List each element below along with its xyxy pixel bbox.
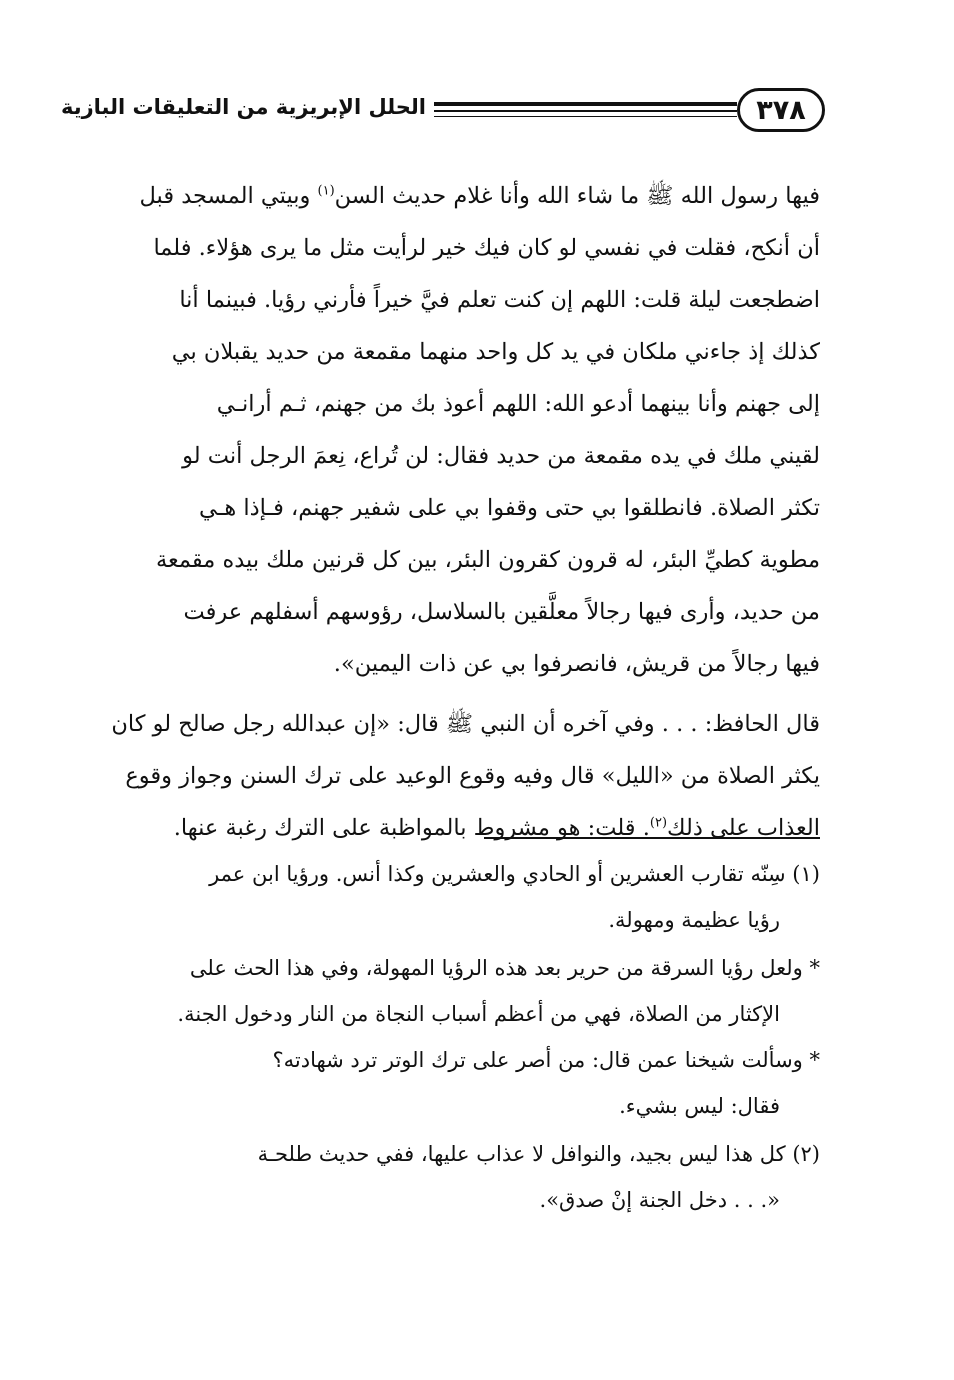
text-line: إلى جهنم وأنا بينهما أدعو الله: اللهم أعوذ بك من جهنم، ثـم أرانـي (216, 391, 820, 417)
footnote-line: * وسألت شيخنا عمن قال: من أصر على ترك الوتر ترد شهادته؟ (272, 1048, 820, 1072)
footnote-line: (٢) كل هذا ليس بجيد، والنوافل لا عذاب عليها، ففي حديث طلحـة (257, 1142, 820, 1166)
footnote-separator (484, 837, 820, 839)
text-line: تكثر الصلاة. فانطلقوا بي حتى وقفوا بي على شفير جهنم، فـإذا هـي (198, 495, 820, 521)
footnote-line: الإكثار من الصلاة، فهي من أعظم أسباب النجاة من النار ودخول الجنة. (177, 1002, 780, 1026)
footnote-ref: (١) (317, 183, 335, 199)
text-line (104, 802, 820, 854)
text-segment: فيها رسول الله ﷺ ما شاء الله وأنا غلام حديث السن (334, 183, 820, 209)
footnote-line: * ولعل رؤيا السرقة من حرير بعد هذه الرؤيا المهولة، وفي هذا الحث على (189, 956, 820, 980)
text-line: قال الحافظ: . . . وفي آخره أن النبي ﷺ قال: «إن عبدالله رجل صالح لو كان (111, 711, 820, 737)
text-line: كذلك إذ جاءني ملكان في يد كل واحد منهما مقمعة من حديد يقبلان بي (171, 339, 820, 365)
text-line: من حديد، وأرى فيها رجالاً معلَّقين بالسلاسل، رؤوسهم أسفلهم عرفت (183, 599, 820, 625)
text-line: مطوية كطيِّ البئر، له قرون كقرون البئر، بين كل قرنين ملك بيده مقمعة (155, 547, 820, 573)
text-segment: . قلت: هو مشروط بالمواظبة على الترك رغبة عنها. (173, 815, 650, 841)
running-title: الحلل الإبريزية من التعليقات البازية (60, 95, 426, 119)
text-line (104, 170, 820, 222)
page-header (60, 88, 825, 136)
text-line: يكثر الصلاة من «الليل» قال وفيه وقوع الوعيد على ترك السنن وجواز وقوع (125, 763, 820, 789)
header-rule (434, 116, 737, 117)
text-segment: وبيتي المسجد قبل (139, 183, 318, 209)
footnote-line: «. . . دخل الجنة إنْ صدق». (539, 1188, 780, 1212)
footnote-ref: (٢) (649, 815, 668, 831)
footnote-line: رؤيا عظيمة ومهولة. (608, 908, 780, 932)
main-text (104, 170, 820, 854)
page-number: ٣٧٨ (737, 88, 825, 132)
text-line: أن أنكح، فقلت في نفسي لو كان فيك خير لرأيت مثل ما يرى هؤلاء. فلما (153, 235, 820, 261)
footnote-line: (١) سِنّه تقارب العشرين أو الحادي والعشرين وكذا أنس. ورؤيا ابن عمر (209, 862, 820, 886)
text-segment: العذاب على ذلك (667, 815, 820, 841)
footnote-line: فقال: ليس بشيء. (619, 1094, 780, 1118)
paragraph-gap (104, 690, 820, 698)
text-line: لقيني ملك في يده مقمعة من حديد فقال: لن تُراع، نِعمَ الرجل أنت لو (182, 443, 820, 469)
text-line: اضطجعت ليلة قلت: اللهم إن كنت تعلم فيَّ خيراً فأرني رؤيا. فبينما أنا (179, 287, 820, 313)
text-line: فيها رجالاً من قريش، فانصرفوا بي عن ذات اليمين». (333, 651, 820, 677)
header-rule (434, 102, 737, 106)
header-rule (434, 110, 737, 112)
footnotes (104, 851, 820, 1223)
